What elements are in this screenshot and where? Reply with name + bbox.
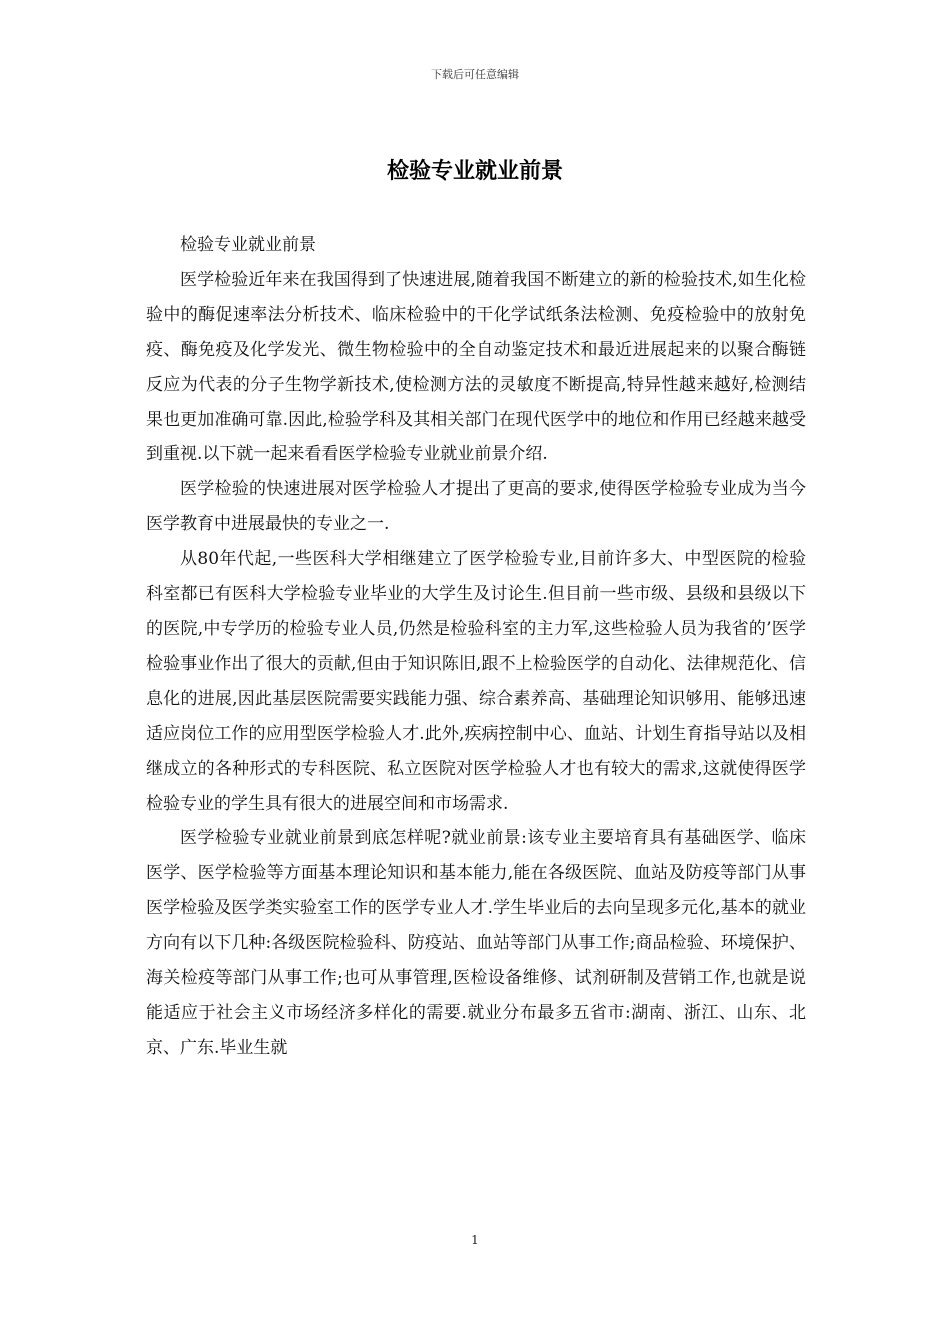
document-body xyxy=(146,228,806,1066)
paragraph-subtitle: 检验专业就业前景 xyxy=(180,235,316,255)
document-title: 检验专业就业前景 xyxy=(386,158,563,184)
header-note: 下载后可任意编辑 xyxy=(431,68,519,81)
page-number: 1 xyxy=(471,1233,479,1247)
paragraph: 从80年代起,一些医科大学相继建立了医学检验专业,目前许多大、中型医院的检验科室都已有医科大学检验专业毕业的大学生及讨论生.但目前一些市级、县级和县级以下的医院,中专学历的检验专业人员,仍然是检验科室的主力军,这些检验人员为我省的’医学检验事业作出了很大的贡献,但由于知识陈旧,跟不上检验医学的自动化、法律规范化、信息化的进展,因此基层医院需要实践能力强、综合素养高、基础理论知识够用、能够迅速适应岗位工作的应用型医学检验人才.此外,疾病控制中心、血站、计划生育指导站以及相继成立的各种形式的专科医院、私立医院对医学检验人才也有较大的需求,这就使得医学检验专业的学生具有很大的进展空间和市场需求. xyxy=(146,549,806,814)
paragraph: 医学检验专业就业前景到底怎样呢?就业前景:该专业主要培育具有基础医学、临床医学、医学检验等方面基本理论知识和基本能力,能在各级医院、血站及防疫等部门从事医学检验及医学类实验室工作的医学专业人才.学生毕业后的去向呈现多元化,基本的就业方向有以下几种:各级医院检验科、防疫站、血站等部门从事工作;商品检验、环境保护、海关检疫等部门从事工作;也可从事管理,医检设备维修、试剂研制及营销工作,也就是说能适应于社会主义市场经济多样化的需要.就业分布最多五省市:湖南、浙江、山东、北京、广东.毕业生就 xyxy=(146,828,806,1058)
paragraph: 医学检验近年来在我国得到了快速进展,随着我国不断建立的新的检验技术,如生化检验中的酶促速率法分析技术、临床检验中的干化学试纸条法检测、免疫检验中的放射免疫、酶免疫及化学发光、微生物检验中的全自动鉴定技术和最近进展起来的以聚合酶链反应为代表的分子生物学新技术,使检测方法的灵敏度不断提高,特异性越来越好,检测结果也更加准确可靠.因此,检验学科及其相关部门在现代医学中的地位和作用已经越来越受到重视.以下就一起来看看医学检验专业就业前景介绍. xyxy=(146,269,806,465)
paragraph: 医学检验的快速进展对医学检验人才提出了更高的要求,使得医学检验专业成为当今医学教育中进展最快的专业之一. xyxy=(146,479,806,535)
